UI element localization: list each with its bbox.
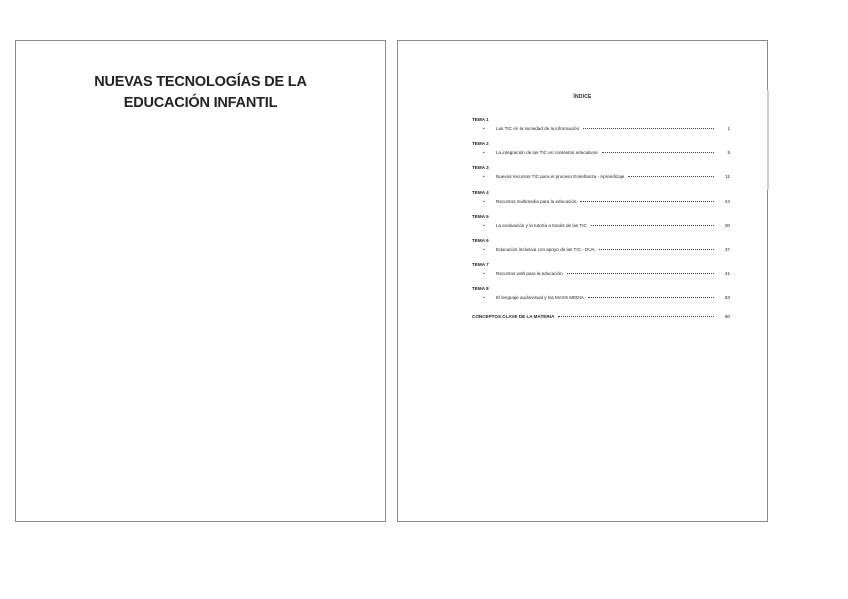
dot-leader <box>588 293 714 298</box>
bullet-icon: • <box>483 174 485 180</box>
toc-entry[interactable] <box>472 198 730 205</box>
toc-entry[interactable] <box>472 173 730 180</box>
toc-entry-label: Educación inclusiva con apoyo de las TIC - DUA <box>496 246 595 252</box>
bullet-icon: • <box>483 295 485 301</box>
document-page-index <box>397 40 768 522</box>
toc-page-number: 30 <box>724 222 730 228</box>
toc-conceptos-entry[interactable] <box>472 313 730 321</box>
toc-page-number: 41 <box>724 271 730 277</box>
dot-leader <box>628 172 714 177</box>
toc-tema-heading: TEMA 7 <box>472 262 489 268</box>
toc-tema-heading: TEMA 5 <box>472 213 489 219</box>
toc-entry-label: La evaluación y la tutoría a través de las TIC <box>496 222 587 228</box>
dot-leader <box>567 269 714 274</box>
bullet-icon: • <box>483 150 485 156</box>
toc-tema-heading: TEMA 3 <box>472 165 489 171</box>
toc-entry-label: El lenguaje audiovisual y los MASS MEDIA <box>496 295 584 301</box>
dot-leader <box>599 245 714 250</box>
toc-entry[interactable] <box>472 222 730 229</box>
toc-section <box>472 117 730 141</box>
dot-leader <box>558 312 714 317</box>
toc-entry-label: CONCEPTOS CLAVE DE LA MATERIA <box>472 313 555 319</box>
toc-page-number: 60 <box>724 313 730 319</box>
table-of-contents <box>472 117 730 321</box>
bullet-icon: • <box>483 246 485 252</box>
bullet-icon: • <box>483 271 485 277</box>
toc-section <box>472 141 730 165</box>
toc-entry[interactable] <box>472 149 730 156</box>
toc-section <box>472 238 730 262</box>
dot-leader <box>583 124 714 129</box>
toc-page-number: 24 <box>724 198 730 204</box>
dot-leader <box>580 197 714 202</box>
document-title-line: EDUCACIÓN INFANTIL <box>123 95 278 111</box>
document-page-cover <box>15 40 386 522</box>
toc-page-number: 11 <box>725 174 730 180</box>
document-title <box>16 72 385 114</box>
toc-entry-label: Nuevos recursos TIC para el proceso Enseñanza - Aprendizaje <box>496 174 625 180</box>
bullet-icon: • <box>483 126 485 131</box>
toc-section <box>472 214 730 238</box>
toc-section <box>472 262 730 286</box>
bullet-icon: • <box>483 222 485 228</box>
toc-entry-label: Recursos web para la educación <box>496 271 563 277</box>
toc-tema-heading: TEMA 6 <box>472 237 489 243</box>
toc-entry[interactable] <box>472 246 730 253</box>
toc-entry[interactable] <box>472 294 730 301</box>
toc-page-number: 1 <box>727 126 730 131</box>
toc-tema-heading: TEMA 2 <box>472 141 489 147</box>
toc-tema-heading: TEMA 4 <box>472 189 489 195</box>
dot-leader <box>591 221 714 226</box>
toc-entry-label: La integración de las TIC en contextos educativos <box>496 150 598 156</box>
toc-section <box>472 286 730 310</box>
page-edge-shadow <box>767 90 769 190</box>
toc-entry-label: Las TIC en la sociedad de la información <box>496 126 580 131</box>
dot-leader <box>602 148 714 153</box>
bullet-icon: • <box>483 198 485 204</box>
toc-tema-heading: TEMA 8 <box>472 286 489 292</box>
document-title-line: NUEVAS TECNOLOGÍAS DE LA <box>94 74 307 90</box>
toc-entry[interactable] <box>472 270 730 277</box>
toc-page-number: 53 <box>724 295 730 301</box>
index-heading: ÍNDICE <box>573 94 592 100</box>
toc-tema-heading: TEMA 1 <box>472 117 489 122</box>
toc-page-number: 5 <box>727 150 730 156</box>
toc-entry-label: Recursos multimedia para la educación <box>496 198 577 204</box>
toc-page-number: 37 <box>724 246 730 252</box>
toc-entry[interactable] <box>472 125 730 132</box>
toc-section <box>472 165 730 189</box>
toc-section <box>472 190 730 214</box>
